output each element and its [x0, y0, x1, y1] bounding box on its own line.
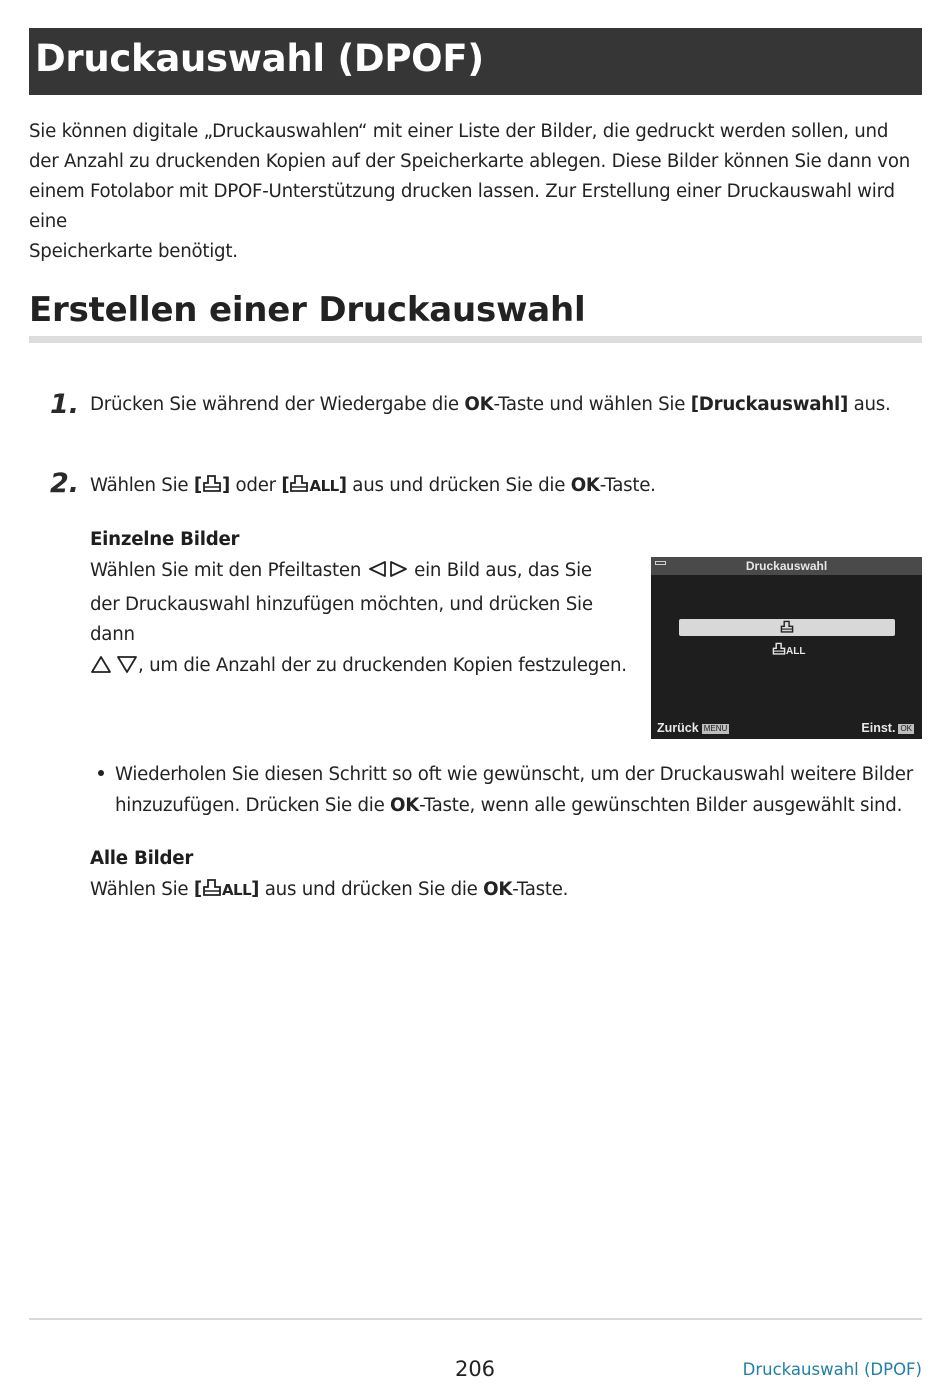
menu-key-chip: MENU [703, 724, 728, 733]
para-line [90, 556, 635, 590]
single-images-paragraph [90, 556, 635, 684]
step-text-part: Wählen Sie [90, 475, 194, 496]
footer-divider [29, 1318, 922, 1320]
camera-back-hint [657, 720, 729, 736]
text-part: ein Bild aus, das Sie [408, 560, 592, 581]
para-line: Wiederholen Sie diesen Schritt so oft wie gewünscht, um der Druckauswahl weitere Bilder [115, 764, 913, 785]
print-all-icon [289, 474, 309, 504]
text-part: hinzuzufügen. Drücken Sie die [115, 794, 391, 816]
ok-key-label: OK [390, 794, 420, 816]
ok-key-label: OK [483, 879, 513, 900]
section-divider [29, 336, 922, 343]
para-line [90, 651, 635, 685]
print-all-label: ALL [786, 646, 806, 657]
ok-key-label: OK [570, 475, 600, 496]
step-text-part: -Taste und wählen Sie [493, 394, 691, 415]
set-label: Einst. [861, 721, 896, 735]
single-images-heading: Einzelne Bilder [90, 529, 240, 550]
text-part: -Taste. [512, 879, 569, 900]
bracket: ] [251, 879, 260, 900]
bullet-paragraph [115, 760, 915, 821]
step-number: 2. [50, 468, 80, 499]
up-down-arrow-icons [90, 654, 138, 685]
step-text-part: Drücken Sie während der Wiedergabe die [90, 394, 465, 415]
footer-section-link[interactable]: Druckauswahl (DPOF) [742, 1360, 922, 1379]
camera-set-hint [861, 720, 914, 736]
step-text-part: oder [230, 475, 282, 496]
back-label: Zurück [657, 721, 699, 735]
camera-screen-header [651, 557, 922, 575]
bracket: [ [193, 879, 202, 900]
intro-line: Speicherkarte benötigt. [29, 241, 238, 262]
print-all-label: ALL [309, 477, 339, 495]
step-number: 1. [50, 389, 80, 420]
left-right-arrow-icons [367, 559, 409, 590]
print-all-label: ALL [221, 881, 252, 899]
all-images-text [90, 875, 568, 908]
print-all-icon [772, 642, 786, 656]
bracket: ] [221, 475, 230, 496]
bracket: [ [281, 475, 290, 496]
para-line [115, 791, 915, 822]
text-part: -Taste, wenn alle gewünschten Bilder ausgewählt sind. [419, 794, 903, 816]
text-part: aus und drücken Sie die [259, 879, 484, 900]
camera-option-print-all [772, 639, 805, 658]
camera-screen [651, 557, 922, 739]
para-line: der Druckauswahl hinzufügen möchten, und drücken Sie dann [90, 593, 593, 645]
camera-option-print-single-selected [679, 619, 895, 636]
intro-line: der Anzahl zu druckenden Kopien auf der Speicherkarte ablegen. Diese Bilder können Sie dann von [29, 151, 910, 172]
step-text-part: aus und drücken Sie die [346, 475, 571, 496]
page-number: 206 [454, 1357, 496, 1381]
print-order-icon [780, 620, 794, 634]
intro-line: Sie können digitale „Druckauswahlen“ mit einer Liste der Bilder, die gedruckt werden sollen, und [29, 121, 889, 142]
intro-paragraph [29, 117, 924, 267]
text-part: Wählen Sie [90, 879, 194, 900]
step-2-text [90, 471, 656, 504]
text-part: Wählen Sie mit den Pfeiltasten [90, 560, 367, 581]
step-text-part: -Taste. [599, 475, 656, 496]
ok-key-chip: OK [900, 724, 912, 733]
print-all-icon [202, 878, 222, 908]
section-heading: Erstellen einer Druckauswahl [29, 290, 586, 330]
page-title: Druckauswahl (DPOF) [35, 37, 484, 80]
print-order-icon [202, 474, 222, 504]
intro-line: einem Fotolabor mit DPOF-Unterstützung drucken lassen. Zur Erstellung einer Druckauswahl wird eine [29, 181, 895, 232]
bracket: ] [338, 475, 347, 496]
step-1-text [90, 390, 891, 420]
page-title-bar [29, 28, 922, 95]
camera-screen-title: Druckauswahl [745, 559, 828, 573]
text-part: , um die Anzahl der zu druckenden Kopien festzulegen. [138, 654, 627, 676]
step-text-part: aus. [848, 394, 891, 415]
ok-key-label: OK [464, 394, 494, 415]
menu-item-label: [Druckauswahl] [690, 394, 849, 415]
all-images-heading: Alle Bilder [90, 848, 194, 869]
bullet-dot [98, 770, 104, 776]
bracket: [ [193, 475, 202, 496]
